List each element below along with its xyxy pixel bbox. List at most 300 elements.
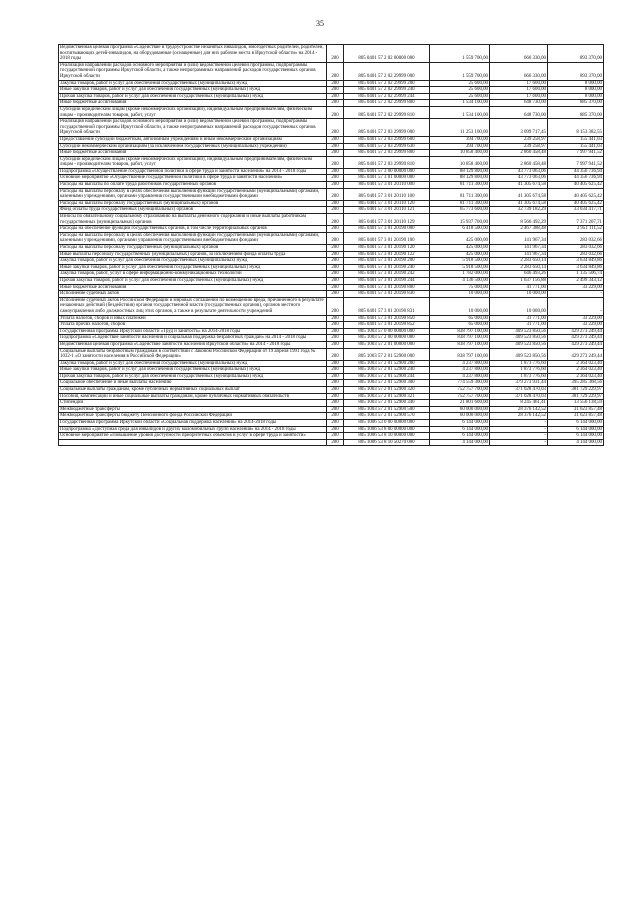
row-executed-amount: 409 523 850,56 (490, 328, 548, 335)
row-description: Расходы на обеспечение функций государственных органов, в том числе территориальных органов (59, 226, 327, 233)
table-row (59, 106, 604, 118)
row-executed-amount: 371 028 470,03 (490, 393, 548, 400)
row-executed-amount: 1 637 156,88 (490, 277, 548, 284)
row-line-code: 200 (327, 367, 344, 374)
row-budget-code: 805 0401 57 3 01 20110 129 (344, 214, 430, 226)
row-line-code: 200 (327, 168, 344, 175)
row-budget-code: 805 0401 57 3 01 20110 100 (344, 188, 430, 200)
table-row (59, 380, 604, 387)
row-unexecuted-amount: 3 634 849,86 (548, 258, 604, 265)
row-approved-amount: 25 600,00 (430, 80, 490, 87)
row-unexecuted-amount: - (548, 297, 604, 315)
row-approved-amount: 425 000,00 (430, 251, 490, 258)
row-executed-amount: 28 376 142,52 (490, 406, 548, 413)
row-line-code: 200 (327, 322, 344, 329)
table-row (59, 439, 604, 446)
table-row (59, 245, 604, 252)
row-description: Ведомственная целевая программа «Содействие в трудоустройстве незанятых инвалидов, многодетных родителей, родителей, воспитывающих детей-инвалидов, на оборудованные (оснащенные) для них рабочие места в Иркутской области» на 2014 - 2018 годы (59, 45, 327, 63)
row-line-code: 200 (327, 426, 344, 433)
row-executed-amount: 3 099 717,45 (490, 119, 548, 137)
row-line-code: 200 (327, 245, 344, 252)
row-executed-amount: 31 771,00 (490, 322, 548, 329)
row-executed-amount: 141 967,34 (490, 232, 548, 244)
row-unexecuted-amount: 395 285 368,56 (548, 380, 604, 387)
row-budget-code: 805 0401 57 3 01 20190 242 (344, 271, 430, 278)
row-description: Ведомственная целевая программа «Содействие занятости населения Иркутской области» на 2014 - 2018 годы (59, 341, 327, 348)
row-budget-code: 805 0401 57 2 03 29999 000 (344, 119, 430, 137)
row-unexecuted-amount: 6 144 000,00 (548, 420, 604, 427)
table-row (59, 182, 604, 189)
row-description: Расходы на выплаты персоналу в целях обеспечения выполнения функций государственными (муниципальными) органами, казенными учреждениями, органами управления государственными внебюджетными фондами (59, 232, 327, 244)
row-approved-amount: 60 000 000,00 (430, 413, 490, 420)
table-row (59, 251, 604, 258)
row-approved-amount: 4 136 500,00 (430, 277, 490, 284)
row-budget-code: 805 0401 57 3 01 20190 852 (344, 322, 430, 329)
row-unexecuted-amount: 33 229,00 (548, 315, 604, 322)
row-unexecuted-amount: 283 032,66 (548, 251, 604, 258)
page-number: 35 (316, 19, 324, 28)
table-row (59, 433, 604, 440)
row-approved-amount: 6 144 000,00 (430, 433, 490, 440)
row-unexecuted-amount: - (548, 291, 604, 298)
row-description: Закупка товаров, работ и услуг для обеспечения государственных (муниципальных) нужд (59, 80, 327, 87)
row-unexecuted-amount: 893 370,00 (548, 62, 604, 80)
row-description: Расходы на выплаты персоналу государственных (муниципальных) органов (59, 245, 327, 252)
row-unexecuted-amount: 40 405 625,42 (548, 182, 604, 189)
row-executed-amount: 43 773 063,06 (490, 175, 548, 182)
table-row (59, 45, 604, 63)
row-approved-amount: 25 600,00 (430, 93, 490, 100)
row-executed-amount: 2 283 650,14 (490, 258, 548, 265)
row-unexecuted-amount: 33 034 417,71 (548, 207, 604, 214)
row-executed-amount: 41 305 674,58 (490, 200, 548, 207)
row-unexecuted-amount: 2 364 023,40 (548, 367, 604, 374)
row-budget-code: 805 1003 57 2 01 52900 240 (344, 367, 430, 374)
row-approved-amount: 1 559 700,00 (430, 45, 490, 63)
row-approved-amount: 838 797 100,00 (430, 341, 490, 348)
row-executed-amount: 409 523 850,56 (490, 348, 548, 360)
table-row (59, 277, 604, 284)
row-unexecuted-amount: 4 144 000,00 (548, 439, 604, 446)
row-description: Взносы по обязательному социальному страхованию на выплаты денежного содержания и иные выплаты работникам государственных (муниципальных) органов (59, 214, 327, 226)
row-budget-code: 805 1003 57 2 01 52900 200 (344, 360, 430, 367)
row-budget-code: 805 0401 57 3 01 20190 240 (344, 264, 430, 271)
row-line-code: 200 (327, 373, 344, 380)
row-executed-amount: - (490, 433, 548, 440)
row-description: Иные закупки товаров, работ и услуг для обеспечения государственных (муниципальных) нужд (59, 264, 327, 271)
row-unexecuted-amount: 7 997 941,52 (548, 156, 604, 168)
table-row (59, 143, 604, 150)
table-row (59, 291, 604, 298)
table-row (59, 315, 604, 322)
row-unexecuted-amount: 885 370,00 (548, 100, 604, 107)
row-executed-amount: - (490, 420, 548, 427)
row-executed-amount: 17 600,00 (490, 93, 548, 100)
row-approved-amount: 5 918 500,00 (430, 258, 490, 265)
row-description: Иные бюджетные ассигнования (59, 150, 327, 157)
row-budget-code: 805 0401 57 3 00 00000 000 (344, 168, 430, 175)
row-description: Государственная программа Иркутской области «Труд и занятость» на 2014-2018 годы (59, 328, 327, 335)
row-description: Межбюджетные трансферты (59, 406, 327, 413)
row-executed-amount: 8 245 461,41 (490, 400, 548, 407)
row-approved-amount: 1 559 700,00 (430, 62, 490, 80)
table-row (59, 93, 604, 100)
row-budget-code: 805 1006 53 8 10 00000 000 (344, 433, 430, 440)
row-unexecuted-amount: 44 356 736,94 (548, 168, 604, 175)
table-row (59, 136, 604, 143)
row-description: Исполнение судебных актов (59, 291, 327, 298)
row-line-code: 200 (327, 80, 344, 87)
row-executed-amount: 141 967,34 (490, 251, 548, 258)
table-row (59, 100, 604, 107)
table-row (59, 284, 604, 291)
row-budget-code: 805 0401 57 2 02 29999 000 (344, 62, 430, 80)
row-unexecuted-amount: 40 405 625,42 (548, 188, 604, 200)
row-executed-amount: 646 493,26 (490, 271, 548, 278)
row-description: Закупка товаров, работ, услуг в сфере информационно-коммуникационных технологий (59, 271, 327, 278)
row-approved-amount: 838 797 100,00 (430, 328, 490, 335)
row-description: Межбюджетные трансферты бюджету Пенсионного фонда Российской Федерации (59, 413, 327, 420)
row-budget-code: 805 0401 57 3 01 20190 800 (344, 284, 430, 291)
row-budget-code: 805 1003 57 2 01 52900 321 (344, 393, 430, 400)
row-budget-code: 805 0401 57 3 01 00000 000 (344, 175, 430, 182)
row-executed-amount: 41 771,00 (490, 284, 548, 291)
row-unexecuted-amount: 8 000,00 (548, 80, 604, 87)
row-executed-amount: - (490, 439, 548, 446)
row-unexecuted-amount: 6 144 000,00 (548, 426, 604, 433)
row-approved-amount: 838 797 100,00 (430, 335, 490, 342)
table-row (59, 150, 604, 157)
row-description: Социальные выплаты гражданам, кроме публичных нормативных социальных выплат (59, 387, 327, 394)
table-row (59, 367, 604, 374)
row-budget-code: 805 0401 57 2 02 29999 200 (344, 80, 430, 87)
table-row (59, 226, 604, 233)
row-description: Пособия, компенсации и иные социальные выплаты гражданам, кроме публичных нормативных обязательств (59, 393, 327, 400)
row-line-code: 200 (327, 420, 344, 427)
row-line-code: 200 (327, 100, 344, 107)
row-line-code: 200 (327, 277, 344, 284)
row-executed-amount: 648 730,00 (490, 106, 548, 118)
row-unexecuted-amount: 31 623 857,48 (548, 413, 604, 420)
row-line-code: 200 (327, 258, 344, 265)
budget-table (58, 44, 604, 446)
row-line-code: 200 (327, 406, 344, 413)
row-line-code: 200 (327, 150, 344, 157)
row-budget-code: 805 0401 57 2 02 00000 000 (344, 45, 430, 63)
row-executed-amount: 41 305 674,58 (490, 182, 548, 189)
row-budget-code: 805 1003 57 2 01 52900 340 (344, 400, 430, 407)
row-budget-code: 805 1003 57 2 01 52900 320 (344, 387, 430, 394)
row-budget-code: 805 0401 57 3 01 20190 000 (344, 226, 430, 233)
row-executed-amount: 409 523 850,56 (490, 335, 548, 342)
row-unexecuted-amount: 13 556 138,59 (548, 400, 604, 407)
row-approved-amount: 88 129 800,00 (430, 175, 490, 182)
row-description: Фонд оплаты труда государственных (муниципальных) органов (59, 207, 327, 214)
row-approved-amount: 4 144 000,00 (430, 439, 490, 446)
row-line-code: 200 (327, 264, 344, 271)
row-executed-amount: 371 028 470,03 (490, 387, 548, 394)
row-approved-amount: 6 144 000,00 (430, 426, 490, 433)
row-description: Реализация направлений расходов основного мероприятия и (или) ведомственной целевой программы, подпрограммы государственной программы Иркутской области, а также непрограммных направлений расходов государственных органов Иркутской области (59, 62, 327, 80)
row-approved-amount: 88 129 800,00 (430, 168, 490, 175)
row-line-code: 200 (327, 439, 344, 446)
row-approved-amount: 394 700,00 (430, 143, 490, 150)
row-line-code: 200 (327, 251, 344, 258)
row-line-code: 200 (327, 335, 344, 342)
row-approved-amount: 65 773 600,00 (430, 207, 490, 214)
row-unexecuted-amount: 429 273 249,44 (548, 328, 604, 335)
row-unexecuted-amount: 31 623 857,48 (548, 406, 604, 413)
row-budget-code: 805 0401 57 2 03 29999 810 (344, 156, 430, 168)
row-unexecuted-amount: 429 273 249,44 (548, 335, 604, 342)
row-executed-amount: 2 860 458,48 (490, 150, 548, 157)
row-executed-amount: 2 860 458,48 (490, 156, 548, 168)
row-description: Закупка товаров, работ и услуг для обеспечения государственных (муниципальных) нужд (59, 258, 327, 265)
row-line-code: 200 (327, 433, 344, 440)
row-line-code: 200 (327, 393, 344, 400)
row-unexecuted-amount: 155 441,03 (548, 143, 604, 150)
row-line-code: 200 (327, 387, 344, 394)
row-executed-amount: 1 873 776,60 (490, 373, 548, 380)
row-description: Уплата прочих налогов, сборов (59, 322, 327, 329)
row-unexecuted-amount: 885 370,00 (548, 106, 604, 118)
row-line-code: 200 (327, 62, 344, 80)
row-approved-amount: 10 858 400,00 (430, 156, 490, 168)
row-line-code: 200 (327, 45, 344, 63)
row-budget-code: 805 0401 57 3 01 20190 244 (344, 277, 430, 284)
row-approved-amount: 10 000,00 (430, 291, 490, 298)
table-row (59, 348, 604, 360)
row-approved-amount: 752 757 700,00 (430, 387, 490, 394)
row-unexecuted-amount: 283 032,66 (548, 232, 604, 244)
table-row (59, 271, 604, 278)
row-approved-amount: 11 253 100,00 (430, 119, 490, 137)
table-row (59, 406, 604, 413)
table-row (59, 175, 604, 182)
row-unexecuted-amount: 7 997 941,52 (548, 150, 604, 157)
table-row (59, 335, 604, 342)
row-approved-amount: 6 418 500,00 (430, 226, 490, 233)
row-unexecuted-amount: 7 371 207,71 (548, 214, 604, 226)
row-approved-amount: 752 757 700,00 (430, 393, 490, 400)
row-line-code: 200 (327, 182, 344, 189)
row-unexecuted-amount: 6 144 000,00 (548, 433, 604, 440)
table-row (59, 119, 604, 137)
row-executed-amount: 17 600,00 (490, 80, 548, 87)
row-line-code: 200 (327, 175, 344, 182)
row-line-code: 200 (327, 284, 344, 291)
row-budget-code: 805 1003 57 2 00 00000 000 (344, 335, 430, 342)
row-approved-amount: 425 000,00 (430, 232, 490, 244)
row-budget-code: 805 0401 57 2 03 29999 630 (344, 143, 430, 150)
row-approved-amount: 81 711 300,00 (430, 188, 490, 200)
row-approved-amount: 5 918 500,00 (430, 264, 490, 271)
row-unexecuted-amount: 8 000,00 (548, 93, 604, 100)
row-executed-amount: 28 376 142,52 (490, 413, 548, 420)
row-approved-amount: 4 237 800,00 (430, 373, 490, 380)
row-approved-amount: 4 237 800,00 (430, 367, 490, 374)
row-approved-amount: 21 801 600,00 (430, 400, 490, 407)
row-unexecuted-amount: 429 273 249,44 (548, 341, 604, 348)
row-line-code: 200 (327, 119, 344, 137)
row-description: Подпрограмма «Доступная среда для инвалидов и других маломобильных групп населения» на 2014 - 2018 годы (59, 426, 327, 433)
table-row (59, 87, 604, 94)
row-budget-code: 805 0401 57 3 01 20110 000 (344, 182, 430, 189)
row-budget-code: 805 1003 57 2 01 00000 000 (344, 341, 430, 348)
table-row (59, 387, 604, 394)
row-unexecuted-amount: 33 229,00 (548, 284, 604, 291)
row-approved-amount: 15 937 700,00 (430, 214, 490, 226)
row-executed-amount: - (490, 426, 548, 433)
row-line-code: 200 (327, 200, 344, 207)
row-approved-amount: 1 534 100,00 (430, 106, 490, 118)
row-description: Иные бюджетные ассигнования (59, 284, 327, 291)
row-line-code: 200 (327, 156, 344, 168)
row-budget-code: 805 0401 57 3 01 20190 120 (344, 245, 430, 252)
row-budget-code: 805 0401 57 3 01 20190 100 (344, 232, 430, 244)
row-budget-code: 805 1003 57 2 01 52900 000 (344, 348, 430, 360)
row-budget-code: 805 0401 57 3 01 20190 122 (344, 251, 430, 258)
row-budget-code: 805 0401 57 2 03 29999 800 (344, 150, 430, 157)
row-unexecuted-amount: 44 356 736,94 (548, 175, 604, 182)
row-budget-code: 805 0401 57 3 01 20110 120 (344, 200, 430, 207)
row-unexecuted-amount: 8 000,00 (548, 87, 604, 94)
row-approved-amount: 425 000,00 (430, 245, 490, 252)
row-executed-amount: 409 523 850,56 (490, 341, 548, 348)
row-description: Расходы на выплаты по оплате труда работников государственных органов (59, 182, 327, 189)
row-description: Расходы на выплаты персоналу в целях обеспечения выполнения функций государственными (муниципальными) органами, казенными учреждениями, органами управления государственными внебюджетными фондами (59, 188, 327, 200)
table-row (59, 168, 604, 175)
row-description: Подпрограмма «Содействие занятости населения и социальная поддержка безработных граждан» на 2014 - 2018 годы (59, 335, 327, 342)
row-executed-amount: 666 330,00 (490, 62, 548, 80)
row-description: Подпрограмма «Осуществление государственной политики в сфере труда и занятости населения» на 2014 - 2018 годы (59, 168, 327, 175)
row-executed-amount: 43 773 063,06 (490, 168, 548, 175)
table-row (59, 393, 604, 400)
row-executed-amount: 648 730,00 (490, 100, 548, 107)
row-approved-amount: 774 559 300,00 (430, 380, 490, 387)
row-line-code: 200 (327, 328, 344, 335)
table-row (59, 62, 604, 80)
table-row (59, 413, 604, 420)
row-approved-amount: 65 000,00 (430, 315, 490, 322)
row-approved-amount: 75 000,00 (430, 284, 490, 291)
row-executed-amount: 41 305 674,58 (490, 188, 548, 200)
row-unexecuted-amount: 8 153 382,55 (548, 119, 604, 137)
table-row (59, 341, 604, 348)
row-unexecuted-amount: 429 273 249,44 (548, 348, 604, 360)
row-description: Закупка товаров, работ и услуг для обеспечения государственных (муниципальных) нужд (59, 360, 327, 367)
table-row (59, 400, 604, 407)
row-line-code: 200 (327, 106, 344, 118)
table-row (59, 426, 604, 433)
row-approved-amount: 1 534 100,00 (430, 100, 490, 107)
row-description: Стипендии (59, 400, 327, 407)
row-budget-code: 805 0401 57 2 02 29999 244 (344, 93, 430, 100)
row-approved-amount: 10 000,00 (430, 297, 490, 315)
row-executed-amount: 239 258,97 (490, 136, 548, 143)
row-budget-code: 805 0401 57 3 01 20190 830 (344, 291, 430, 298)
row-budget-code: 805 1006 53 8 00 00000 000 (344, 426, 430, 433)
row-budget-code: 805 0401 57 3 01 20190 850 (344, 315, 430, 322)
row-line-code: 200 (327, 413, 344, 420)
row-description: Иные выплаты персоналу государственных (муниципальных) органов, за исключением фонда оплаты труда (59, 251, 327, 258)
row-description: Расходы на выплаты персоналу государственных (муниципальных) органов (59, 200, 327, 207)
row-approved-amount: 60 000 000,00 (430, 406, 490, 413)
row-unexecuted-amount: 3 634 849,86 (548, 264, 604, 271)
table-row (59, 156, 604, 168)
row-budget-code: 805 0401 57 3 01 20190 831 (344, 297, 430, 315)
row-executed-amount: 379 273 931,44 (490, 380, 548, 387)
row-approved-amount: 65 000,00 (430, 322, 490, 329)
row-line-code: 200 (327, 380, 344, 387)
table-row (59, 420, 604, 427)
row-line-code: 200 (327, 360, 344, 367)
row-budget-code: 805 0401 57 3 01 20190 200 (344, 258, 430, 265)
table-row (59, 322, 604, 329)
row-unexecuted-amount: 3 951 111,52 (548, 226, 604, 233)
row-line-code: 200 (327, 93, 344, 100)
table-row (59, 207, 604, 214)
row-approved-amount: 81 711 300,00 (430, 200, 490, 207)
row-line-code: 200 (327, 143, 344, 150)
budget-table-body (59, 45, 604, 446)
row-line-code: 200 (327, 214, 344, 226)
row-description: Иные закупки товаров, работ и услуг для обеспечения государственных (муниципальных) нужд (59, 87, 327, 94)
row-budget-code: 805 1003 57 2 01 52900 570 (344, 413, 430, 420)
row-description: Государственная программа Иркутской области «Социальная поддержка населения» на 2014-2018 годы (59, 420, 327, 427)
row-approved-amount: 25 600,00 (430, 87, 490, 94)
row-budget-code: 805 1003 57 0 00 00000 000 (344, 328, 430, 335)
table-row (59, 200, 604, 207)
row-executed-amount: 17 600,00 (490, 87, 548, 94)
row-line-code: 200 (327, 315, 344, 322)
row-approved-amount: 394 700,00 (430, 136, 490, 143)
row-unexecuted-amount: 1 135 506,74 (548, 271, 604, 278)
row-unexecuted-amount: 893 370,00 (548, 45, 604, 63)
row-description: Иные бюджетные ассигнования (59, 100, 327, 107)
row-line-code: 200 (327, 291, 344, 298)
row-unexecuted-amount: 40 405 625,42 (548, 200, 604, 207)
row-description: Прочая закупка товаров, работ и услуг для обеспечения государственных (муниципальных) нужд (59, 93, 327, 100)
row-description: Исполнение судебных актов Российской Федерации и мировых соглашений по возмещению вреда, причиненного в результате незаконных действий (бездействия) органов государственной власти (государственных органов), органов местного самоуправления либо должностных лиц этих органов, а также в результате деятельности учреждений (59, 297, 327, 315)
row-executed-amount: 8 566 492,29 (490, 214, 548, 226)
row-line-code: 200 (327, 271, 344, 278)
row-line-code: 200 (327, 341, 344, 348)
row-line-code: 200 (327, 207, 344, 214)
row-description (59, 439, 327, 446)
row-executed-amount: 31 771,00 (490, 315, 548, 322)
table-row (59, 232, 604, 244)
table-row (59, 297, 604, 315)
row-unexecuted-amount: 33 229,00 (548, 322, 604, 329)
row-executed-amount: 2 283 650,14 (490, 264, 548, 271)
row-line-code: 200 (327, 188, 344, 200)
row-description: Реализация направлений расходов основного мероприятия и (или) ведомственной целевой программы, подпрограммы государственной программы Иркутской области, а также непрограммных направлений расходов государственных органов Иркутской области (59, 119, 327, 137)
row-description: Основное мероприятие «Повышение уровня доступности приоритетных объектов и услуг в сфере труда и занятости» (59, 433, 327, 440)
row-approved-amount: 838 797 100,00 (430, 348, 490, 360)
row-line-code: 200 (327, 226, 344, 233)
row-unexecuted-amount: 283 032,66 (548, 245, 604, 252)
row-approved-amount: 6 144 000,00 (430, 420, 490, 427)
row-approved-amount: 1 782 000,00 (430, 271, 490, 278)
row-budget-code: 805 0401 57 2 02 29999 810 (344, 106, 430, 118)
table-row (59, 264, 604, 271)
row-budget-code: 805 1003 57 2 01 52900 300 (344, 380, 430, 387)
row-description: Уплата налогов, сборов и иных платежей (59, 315, 327, 322)
row-budget-code: 805 1003 57 2 01 52900 500 (344, 406, 430, 413)
row-budget-code: 805 0401 57 2 02 29999 240 (344, 87, 430, 94)
row-executed-amount: 666 330,00 (490, 45, 548, 63)
